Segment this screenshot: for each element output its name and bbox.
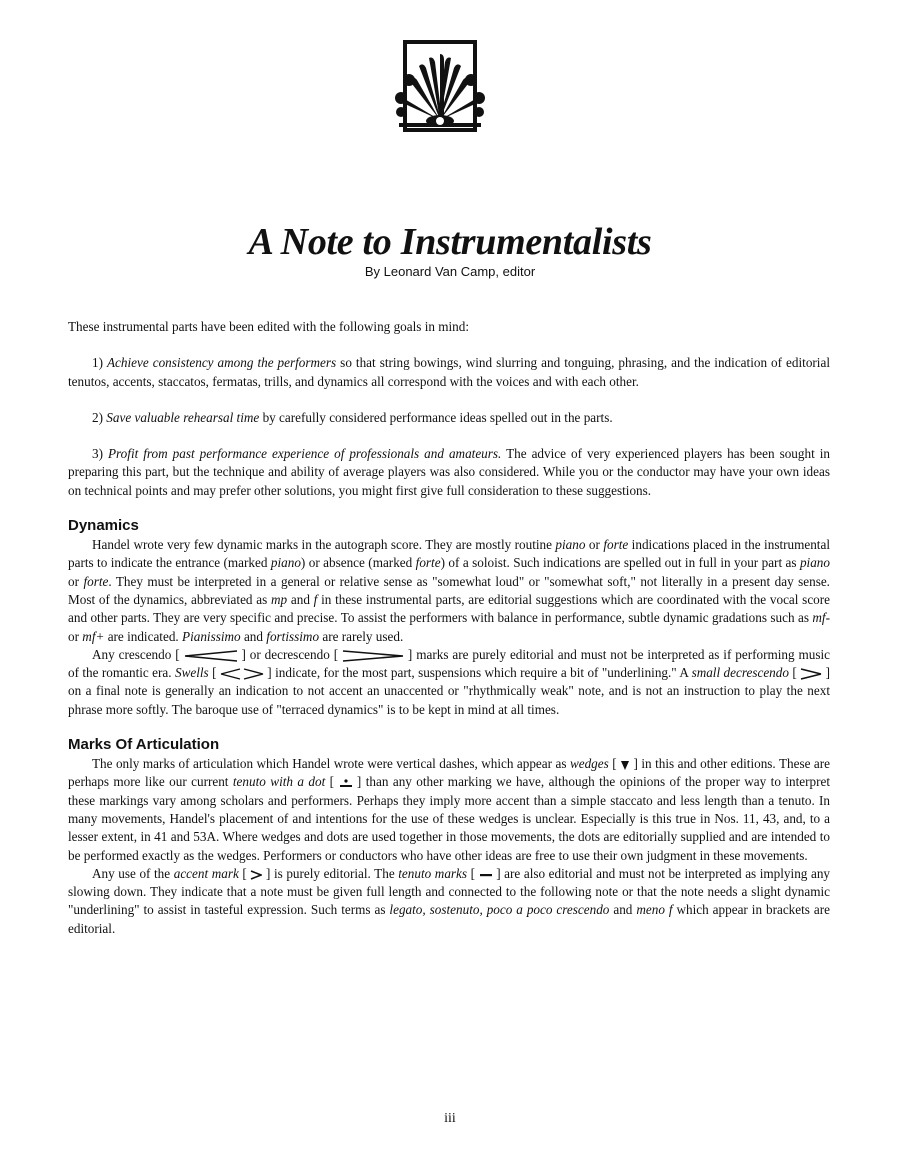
text-run: [ bbox=[788, 665, 801, 681]
term-small-decrescendo: small decrescendo bbox=[691, 665, 789, 681]
term-tenuto-marks: tenuto marks bbox=[398, 865, 468, 881]
goal-1-text: so that string bowings, wind slurring and tonguing, phrasing, and the indication of editorial tenutos, accents, staccatos, fermatas, trills, and dynamics all correspond with the voices and with each other. bbox=[68, 355, 830, 389]
page-title: A Note to Instrumentalists bbox=[248, 221, 652, 263]
term-piano: piano bbox=[555, 537, 586, 553]
term-accent-mark: accent mark bbox=[173, 865, 239, 881]
term-piano: piano bbox=[799, 555, 830, 571]
goal-2-emphasis: Save valuable rehearsal time bbox=[106, 409, 260, 425]
goal-1-number: 1) bbox=[92, 355, 107, 371]
crescendo-hairpin-icon bbox=[184, 650, 238, 662]
text-run: indications placed in the instrumental parts to indicate the entrance (marked bbox=[68, 537, 830, 571]
dynamics-paragraph-2 bbox=[68, 646, 830, 719]
text-run: ] is purely editorial. The bbox=[262, 865, 399, 881]
section-heading-dynamics: Dynamics bbox=[68, 517, 139, 535]
goal-3-emphasis: Profit from past performance experience of professionals and amateurs. bbox=[107, 446, 502, 462]
text-run: or bbox=[585, 537, 604, 553]
text-run: Handel wrote very few dynamic marks in the autograph score. They are mostly routine bbox=[92, 537, 556, 553]
term-mf-plus: mf+ bbox=[82, 628, 105, 644]
text-run: Any use of the bbox=[92, 865, 174, 881]
text-run: and bbox=[287, 591, 314, 607]
tenuto-dot-icon bbox=[339, 777, 353, 789]
goal-2-number: 2) bbox=[92, 409, 107, 425]
text-run: [ bbox=[467, 865, 479, 881]
term-wedges: wedges bbox=[569, 756, 609, 772]
term-swells: Swells bbox=[174, 665, 209, 681]
text-run: and bbox=[609, 902, 637, 918]
text-run: ] marks are purely editorial and must not be interpreted as if performing music of the romantic era. bbox=[68, 646, 831, 681]
text-run: ] indicate, for the most part, suspensions which require a bit of "underlining." A bbox=[263, 665, 692, 681]
fan-ornament-icon bbox=[395, 40, 485, 132]
text-run: or bbox=[68, 573, 84, 589]
term-mp: mp bbox=[271, 591, 288, 607]
text-run: are indicated. bbox=[104, 628, 183, 644]
page-number: iii bbox=[444, 1111, 456, 1126]
term-tenuto-with-dot: tenuto with a dot bbox=[232, 774, 326, 790]
text-run: which appear in brackets are editorial. bbox=[68, 902, 830, 936]
intro-lead: These instrumental parts have been edited with the following goals in mind: bbox=[68, 319, 470, 334]
text-run: ] in this and other editions. These are perhaps more like our current bbox=[68, 756, 830, 790]
term-mf-minus: mf- bbox=[812, 610, 830, 626]
article-body bbox=[68, 318, 830, 938]
goal-1-emphasis: Achieve consistency among the performers bbox=[107, 355, 337, 371]
text-run: Any crescendo [ bbox=[92, 646, 184, 662]
goal-3-number: 3) bbox=[92, 446, 108, 462]
articulation-paragraph-1 bbox=[68, 755, 830, 865]
tenuto-mark-icon bbox=[479, 869, 493, 881]
goal-1-paragraph bbox=[68, 354, 830, 391]
text-run: ] are also editorial and must not be interpreted as implying any slowing down. They indicate that a note must be given full length and connected to the following note or that the note needs a slight dynamic "underlining" to assist in tasteful expression. Such terms as bbox=[68, 865, 831, 918]
text-run: [ bbox=[208, 665, 220, 681]
term-f: f bbox=[313, 591, 318, 607]
dynamics-paragraph-1 bbox=[68, 536, 830, 646]
text-run: [ bbox=[238, 865, 251, 881]
text-run: ] or decrescendo [ bbox=[237, 646, 343, 662]
term-legato-sostenuto: legato, sostenuto, poco a poco crescendo bbox=[389, 902, 610, 918]
text-run: and bbox=[240, 628, 267, 644]
goal-2-text: by carefully considered performance ideas spelled out in the parts. bbox=[259, 409, 613, 425]
term-forte: forte bbox=[83, 573, 109, 589]
accent-mark-icon bbox=[250, 869, 262, 881]
goal-2-paragraph bbox=[68, 409, 830, 427]
articulation-paragraph-2 bbox=[68, 865, 830, 938]
swell-hairpin-icon bbox=[220, 668, 264, 680]
term-piano: piano bbox=[270, 555, 301, 571]
text-run: ) or absence (marked bbox=[300, 555, 416, 571]
term-fortissimo: fortissimo bbox=[266, 628, 320, 644]
text-run: or bbox=[68, 628, 83, 644]
text-run: are rarely used. bbox=[319, 628, 404, 644]
text-run: [ bbox=[608, 756, 621, 772]
text-run: The only marks of articulation which Handel wrote were vertical dashes, which appear as bbox=[92, 756, 570, 772]
term-pianissimo: Pianissimo bbox=[182, 628, 241, 644]
term-forte: forte bbox=[415, 555, 441, 571]
goal-3-paragraph bbox=[68, 445, 830, 500]
byline: By Leonard Van Camp, editor bbox=[364, 264, 536, 279]
wedge-icon bbox=[620, 759, 630, 771]
text-run: . They must be interpreted in a general or relative sense as "somewhat loud" or "somewhat soft," not literally in a present day sense. Most of the dynamics, abbreviated as bbox=[68, 573, 830, 607]
term-forte: forte bbox=[603, 537, 629, 553]
decrescendo-hairpin-icon bbox=[342, 650, 404, 662]
text-run: ] on a final note is generally an indication to not accent an unaccented or "rhythmically weak" note, and is not an instruction to play the next phrase more softly. The baroque use of "terraced dynamics" is to be kept in mind at all times. bbox=[68, 665, 830, 717]
goal-3-text: The advice of very experienced players has been sought in preparing this part, but the technique and ability of average players was also considered. While you or the conductor may have your own ideas on technical points and may prefer other solutions, you might first give full consideration to these suggestions. bbox=[68, 446, 830, 498]
text-run: [ bbox=[325, 774, 339, 790]
text-run: ) of a soloist. Such indications are spelled out in full in your part as bbox=[440, 555, 800, 571]
text-run: in these instrumental parts, are editorial suggestions which are coordinated with the vocal score and other parts. They are very specific and precise. To assist the performers with balance in performance, subtle dynamic gradations such as bbox=[68, 591, 831, 626]
text-run: ] than any other marking we have, although the opinions of the proper way to interpret these markings vary among scholars and performers. Perhaps they imply more accent than a simple staccato and less length than a tenuto. In many movements, Handel's placement of and intentions for the use of these wedges is unclear. Especially is this true in Nos. 11, 43, and, to a lesser extent, in 41 and 53A. Where wedges and dots are used together in those movements, the dots are editorially supplied and are intended to be performed exactly as the wedges. Performers or conductors who have other ideas are free to use their own judgment in these movements. bbox=[68, 774, 830, 863]
section-heading-articulation: Marks Of Articulation bbox=[68, 736, 220, 754]
small-decrescendo-icon bbox=[800, 668, 822, 680]
term-meno-f: meno f bbox=[636, 902, 673, 918]
